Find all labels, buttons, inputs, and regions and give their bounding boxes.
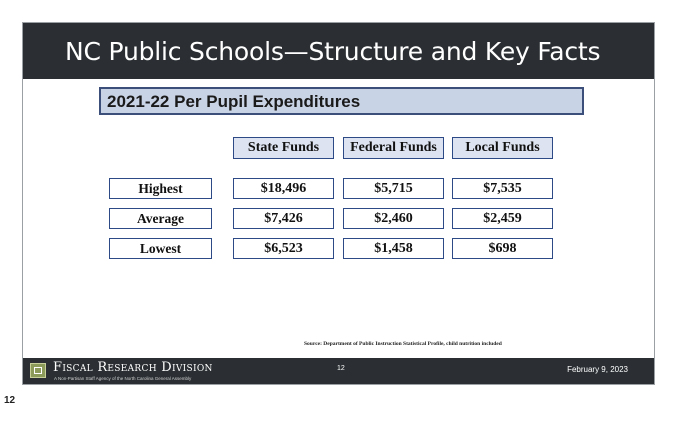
table-cell: $18,496 <box>233 178 334 199</box>
table-cell: $2,460 <box>343 208 444 229</box>
logo-icon <box>30 363 46 378</box>
slide <box>22 22 655 385</box>
table-cell: $698 <box>452 238 553 259</box>
column-header-state-funds: State Funds <box>233 137 334 159</box>
title-bar <box>23 23 654 79</box>
slide-date: February 9, 2023 <box>567 365 628 374</box>
subtitle-box <box>99 87 584 115</box>
column-header-local-funds: Local Funds <box>452 137 553 159</box>
slide-title: NC Public Schools—Structure and Key Facts <box>65 37 601 66</box>
column-header-federal-funds: Federal Funds <box>343 137 444 159</box>
table-cell: $2,459 <box>452 208 553 229</box>
slide-footer <box>23 358 654 384</box>
org-name: Fiscal Research Division <box>53 360 213 375</box>
table-cell: $1,458 <box>343 238 444 259</box>
row-label-lowest: Lowest <box>109 238 212 259</box>
table-cell: $5,715 <box>343 178 444 199</box>
logo-inner-square <box>34 367 42 374</box>
slide-page-number: 12 <box>337 365 345 372</box>
org-tagline: A Non-Partisan Staff Agency of the North Carolina General Assembly <box>54 376 192 381</box>
table-cell: $7,535 <box>452 178 553 199</box>
table-cell: $7,426 <box>233 208 334 229</box>
source-note: Source: Department of Public Instruction Statistical Profile, child nutrition included <box>304 341 502 347</box>
table-cell: $6,523 <box>233 238 334 259</box>
row-label-highest: Highest <box>109 178 212 199</box>
slide-subtitle: 2021-22 Per Pupil Expenditures <box>107 92 361 111</box>
page-number: 12 <box>4 395 16 406</box>
row-label-average: Average <box>109 208 212 229</box>
